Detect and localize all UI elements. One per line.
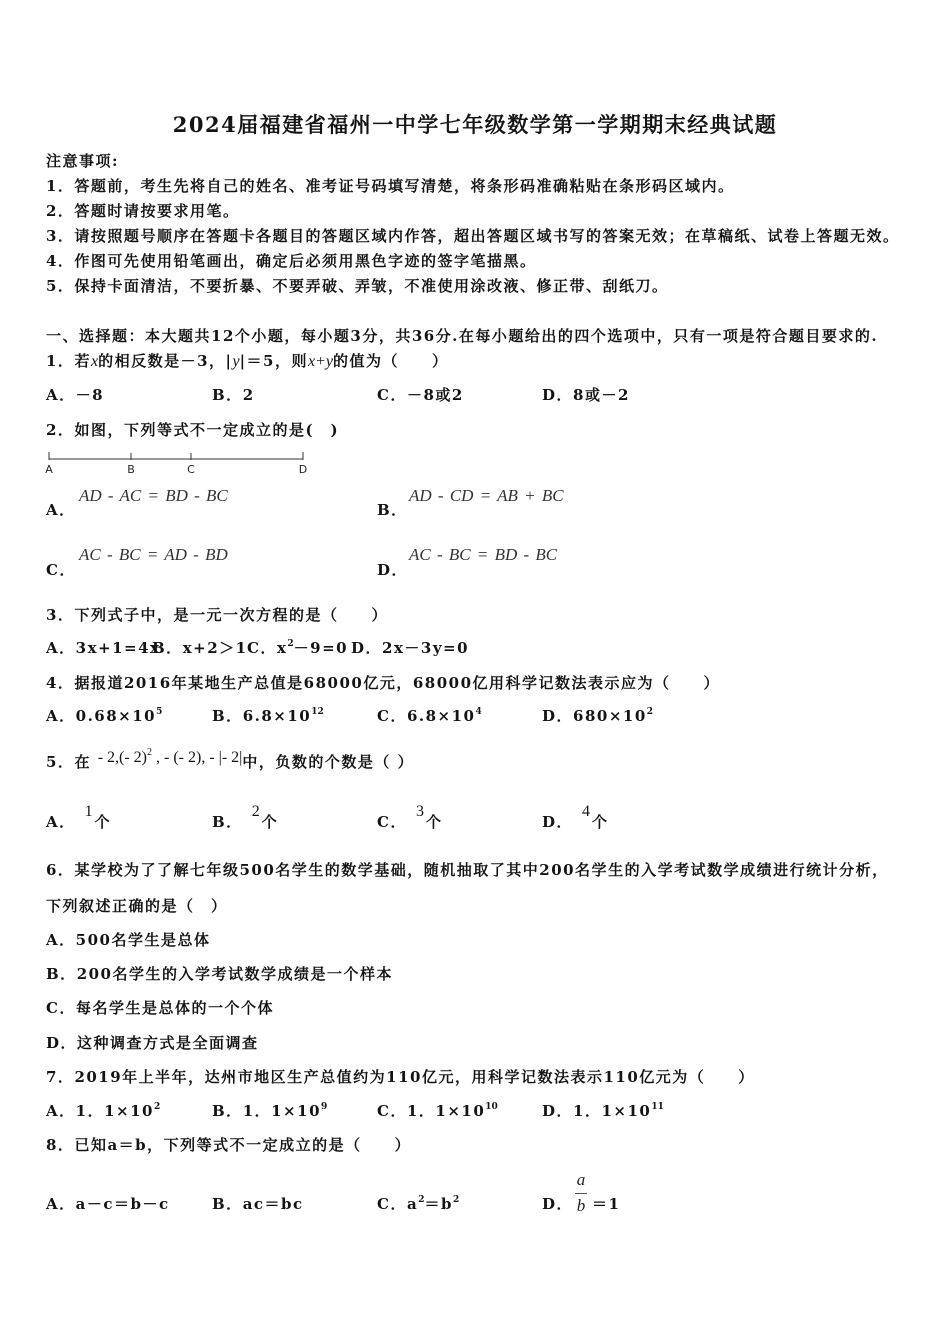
option-text: 2x－3y=0 — [382, 639, 470, 657]
question-number: 6． — [46, 861, 75, 879]
option-label: D． — [542, 386, 574, 404]
option-exponent: 4 — [475, 707, 482, 717]
option-label: C． — [46, 999, 76, 1017]
q5-option-b — [212, 803, 279, 833]
option-exponent: 5 — [156, 707, 163, 717]
option-exponent: 2 — [452, 1195, 460, 1205]
option-text: －8或2 — [406, 386, 464, 404]
option-label: A． — [46, 386, 76, 404]
option-label: C． — [247, 639, 277, 657]
notice-item-2: 2．答题时请按要求用笔。 — [46, 202, 240, 220]
option-unit: 个 — [592, 813, 609, 831]
q3-stem — [46, 605, 388, 625]
option-exponent: 2 — [418, 1195, 425, 1205]
stem-text: 中，负数的个数是（ ） — [242, 753, 415, 771]
option-text: －9=0 — [293, 639, 349, 657]
q7-option-d — [542, 1101, 664, 1121]
segment-diagram — [40, 446, 320, 480]
question-number: 4． — [46, 674, 75, 692]
question-number: 7． — [46, 1068, 75, 1086]
q8-option-d-label: D． — [542, 1195, 574, 1213]
option-exponent: 12 — [311, 707, 324, 717]
option-value: 3 — [415, 803, 424, 820]
option-label: A． — [46, 931, 76, 949]
option-label: C． — [377, 1195, 407, 1213]
option-label: B． — [46, 965, 77, 983]
q6-option-a — [46, 930, 210, 950]
q6-stem-line-2: 下列叙述正确的是（ ） — [46, 897, 228, 915]
fraction-denominator: b — [576, 1196, 586, 1215]
stem-text: 2019年上半年，达州市地区生产总值约为110亿元，用科学记数法表示110亿元为（ ） — [74, 1068, 755, 1086]
q1-option-a — [46, 385, 104, 405]
option-text: 2 — [242, 386, 255, 404]
option-text: －8 — [75, 386, 105, 404]
q3-option-a — [46, 638, 160, 658]
option-text: 8或－2 — [573, 386, 630, 404]
notice-item-5: 5．保持卡面清洁，不要折暴、不要弄破、弄皱，不准使用涂改液、修正带、刮纸刀。 — [46, 277, 669, 295]
q1-option-d — [542, 385, 630, 405]
variable-y: y — [232, 353, 240, 370]
q4-stem — [46, 673, 720, 693]
q1-option-b — [212, 385, 255, 405]
option-label: B． — [152, 639, 183, 657]
option-label: D． — [351, 639, 383, 657]
point-a-label: A — [45, 463, 53, 476]
option-value: 2 — [251, 803, 260, 820]
q2-option-a-formula: AD - AC = BD - BC — [79, 486, 228, 505]
option-base: 680×10 — [573, 707, 647, 725]
math-part: - 2,(- 2) — [97, 749, 147, 766]
option-text: ac＝bc — [242, 1195, 304, 1213]
option-label: C． — [377, 386, 407, 404]
expression-x-plus-y: x+y — [307, 353, 333, 370]
option-label: C． — [377, 813, 407, 831]
stem-text: 的相反数是－3，| — [98, 352, 233, 370]
q2-option-b-label: B． — [377, 501, 408, 519]
option-label: D． — [542, 813, 574, 831]
option-exponent: 11 — [651, 1102, 664, 1112]
option-label: D． — [542, 707, 574, 725]
q3-option-c — [247, 638, 348, 658]
option-label: B． — [212, 707, 243, 725]
fraction-bar — [575, 1193, 587, 1194]
q2-stem — [46, 420, 339, 440]
q5-option-a — [46, 803, 112, 833]
option-label: A． — [46, 813, 76, 831]
q2-option-a-label: A． — [46, 501, 76, 519]
option-label: B． — [212, 813, 243, 831]
option-label: B． — [212, 1195, 243, 1213]
q1-option-c — [377, 385, 464, 405]
option-label: A． — [46, 639, 76, 657]
stem-text: 据报道2016年某地生产总值是68000亿元，68000亿用科学记数法表示应为（ ） — [74, 674, 721, 692]
q3-option-d — [351, 638, 469, 658]
notice-item-1: 1．答题前，考生先将自己的姓名、准考证号码填写清楚，将条形码准确粘贴在条形码区域内。 — [46, 177, 735, 195]
q1-stem — [46, 351, 449, 372]
question-number: 1． — [46, 352, 75, 370]
option-text: 这种调查方式是全面调查 — [77, 1034, 259, 1052]
option-label: B． — [212, 386, 243, 404]
q7-option-c — [377, 1101, 498, 1121]
q8-stem — [46, 1135, 411, 1155]
option-text: ＝b — [424, 1195, 453, 1213]
q3-option-b — [152, 638, 248, 658]
option-value: 4 — [582, 803, 591, 820]
q5-stem — [46, 747, 415, 773]
option-base: 6.8×10 — [406, 707, 476, 725]
question-number: 3． — [46, 606, 75, 624]
option-text: x+2＞1 — [182, 639, 248, 657]
q4-option-a — [46, 706, 162, 726]
option-label: D． — [542, 1102, 574, 1120]
option-label: D． — [46, 1034, 78, 1052]
point-d-label: D — [298, 463, 308, 476]
stem-text: 已知a＝b，下列等式不一定成立的是（ ） — [74, 1136, 412, 1154]
q6-option-d — [46, 1033, 259, 1053]
point-c-label: C — [187, 463, 195, 476]
q8-option-c — [377, 1194, 459, 1214]
option-text: 200名学生的入学考试数学成绩是一个样本 — [76, 965, 394, 983]
option-text: 3x+1=4x — [75, 639, 161, 657]
q2-option-d-formula: AC - BC = BD - BC — [409, 545, 558, 564]
question-number: 8． — [46, 1136, 75, 1154]
option-base: 1．1×10 — [406, 1102, 486, 1120]
fraction-numerator: a — [576, 1170, 586, 1189]
q4-option-c — [377, 706, 482, 726]
stem-text: 下列式子中，是一元一次方程的是（ ） — [74, 606, 388, 624]
option-label: B． — [212, 1102, 243, 1120]
variable-x: x — [90, 353, 99, 370]
math-exponent: 2 — [147, 747, 152, 758]
point-b-label: B — [127, 463, 135, 476]
q5-option-d — [542, 803, 609, 833]
q7-stem — [46, 1067, 755, 1087]
q8-option-a — [46, 1194, 170, 1214]
q8-option-b — [212, 1194, 304, 1214]
q6-stem-line-1 — [46, 860, 889, 880]
option-base: 6.8×10 — [242, 707, 312, 725]
q7-option-b — [212, 1101, 327, 1121]
option-exponent: 2 — [646, 707, 654, 717]
page-title: 2024届福建省福州一中学七年级数学第一学期期末经典试题 — [172, 112, 778, 137]
question-number: 5． — [46, 753, 75, 771]
math-part: , - (- 2), - |- 2| — [152, 749, 243, 766]
q8-option-d-rest: ＝1 — [592, 1195, 621, 1213]
option-text: 每名学生是总体的一个个体 — [75, 999, 274, 1017]
q5-option-c — [377, 803, 443, 833]
q2-option-d-label: D． — [377, 561, 409, 579]
question-number: 2． — [46, 421, 75, 439]
option-label: A． — [46, 1195, 76, 1213]
option-exponent: 9 — [321, 1102, 328, 1112]
option-base: a — [406, 1195, 419, 1213]
stem-text: 在 — [74, 753, 91, 771]
option-label: A． — [46, 1102, 76, 1120]
option-unit: 个 — [94, 813, 112, 831]
q4-option-d — [542, 706, 653, 726]
q4-option-b — [212, 706, 324, 726]
notice-item-3: 3．请按照题号顺序在答题卡各题目的答题区域内作答，超出答题区域书写的答案无效；在草稿纸、试卷上答题无效。 — [46, 227, 900, 245]
notice-heading: 注意事项: — [46, 152, 120, 170]
stem-text: |＝5，则 — [239, 352, 308, 370]
option-label: A． — [46, 707, 76, 725]
option-label: C． — [377, 707, 407, 725]
option-base: 1．1×10 — [242, 1102, 322, 1120]
option-exponent: 2 — [153, 1102, 161, 1112]
q2-option-c-label: C． — [46, 561, 76, 579]
option-base: 1．1×10 — [573, 1102, 652, 1120]
option-base: 0.68×10 — [75, 707, 157, 725]
stem-text: 如图，下列等式不一定成立的是( ) — [74, 421, 340, 439]
stem-text: 的值为（ ） — [332, 352, 449, 370]
option-unit: 个 — [425, 813, 443, 831]
stem-text: 若 — [74, 352, 91, 370]
option-text: a－c＝b－c — [75, 1195, 170, 1213]
section-heading: 一、选择题：本大题共12个小题，每小题3分，共36分.在每小题给出的四个选项中，只有一项是符合题目要求的. — [46, 327, 879, 345]
option-exponent: 2 — [287, 639, 294, 649]
q2-option-b-formula: AD - CD = AB + BC — [409, 486, 564, 505]
option-unit: 个 — [261, 813, 279, 831]
option-text: 500名学生是总体 — [75, 931, 211, 949]
q6-option-c — [46, 998, 274, 1018]
option-value: 1 — [84, 803, 93, 820]
option-base: 1．1×10 — [75, 1102, 154, 1120]
q6-option-b — [46, 964, 393, 984]
q5-math-expression — [98, 748, 243, 768]
option-base: x — [276, 639, 288, 657]
option-label: C． — [377, 1102, 407, 1120]
notice-item-4: 4．作图可先使用铅笔画出，确定后必须用黑色字迹的签字笔描黑。 — [46, 252, 537, 270]
option-exponent: 10 — [485, 1102, 498, 1112]
q2-option-c-formula: AC - BC = AD - BD — [79, 545, 228, 564]
q7-option-a — [46, 1101, 160, 1121]
stem-text: 某学校为了了解七年级500名学生的数学基础，随机抽取了其中200名学生的入学考试数学成绩进行统计分析， — [74, 861, 889, 879]
